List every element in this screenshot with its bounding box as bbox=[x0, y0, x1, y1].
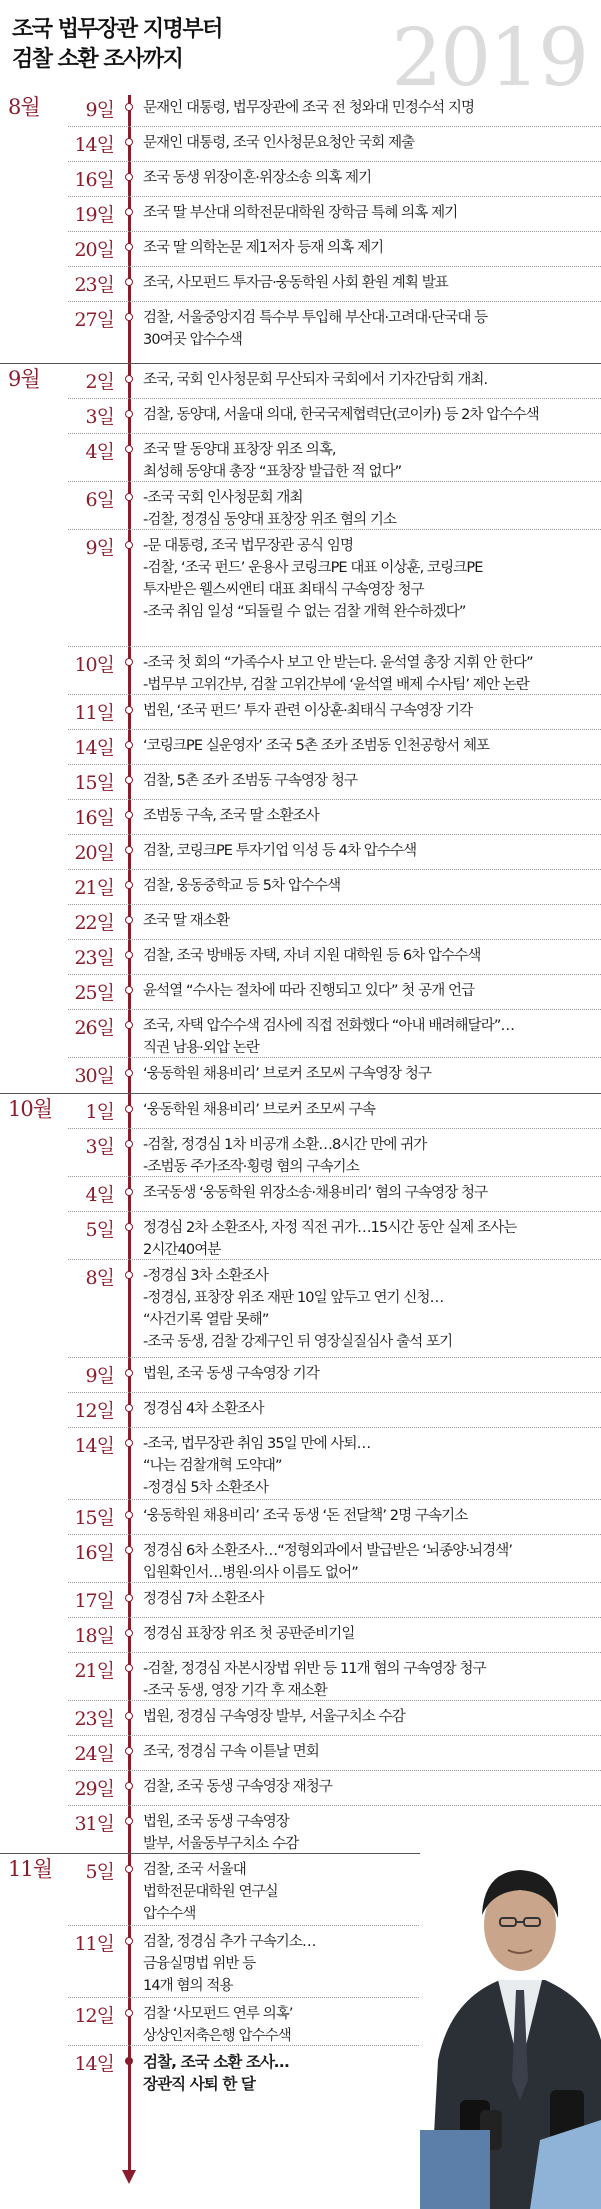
row-divider bbox=[68, 161, 601, 162]
timeline-dot-icon bbox=[125, 1140, 133, 1148]
event-text: 검찰 ‘사모펀드 연루 의혹’ 상상인저축은행 압수수색 bbox=[143, 2006, 293, 2044]
row-divider bbox=[68, 1057, 601, 1058]
row-divider bbox=[68, 196, 601, 197]
row-divider bbox=[68, 1770, 601, 1771]
row-divider bbox=[68, 301, 601, 302]
timeline-dot-icon bbox=[125, 706, 133, 714]
event-text: 조국 딸 재소환 bbox=[143, 913, 230, 929]
day-label: 11일 bbox=[74, 702, 114, 724]
event-text: 문재인 대통령, 조국 인사청문요청안 국회 제출 bbox=[143, 135, 415, 151]
timeline-dot-icon bbox=[125, 445, 133, 453]
day-label: 9일 bbox=[85, 537, 114, 559]
day-label: 9일 bbox=[85, 99, 114, 121]
event-text: 검찰, 동양대, 서울대 의대, 한국국제협력단(코이카) 등 2차 압수수색 bbox=[143, 407, 539, 423]
day-label: 12일 bbox=[74, 2005, 114, 2027]
event-text: 검찰, 조국 서울대 법학전문대학원 연구실 압수수색 bbox=[143, 1862, 278, 1922]
row-divider bbox=[68, 974, 601, 975]
row-divider bbox=[68, 646, 601, 647]
row-divider bbox=[68, 834, 601, 835]
row-divider bbox=[68, 1735, 601, 1736]
event-text: 윤석열 “수사는 절차에 따라 진행되고 있다” 첫 공개 언급 bbox=[143, 983, 475, 999]
row-divider bbox=[68, 869, 601, 870]
timeline-dot-icon bbox=[125, 1629, 133, 1637]
day-label: 6일 bbox=[85, 489, 114, 511]
timeline-dot-icon bbox=[125, 951, 133, 959]
day-label: 14일 bbox=[74, 2053, 114, 2075]
row-divider bbox=[68, 904, 601, 905]
row-divider bbox=[68, 694, 601, 695]
day-label: 12일 bbox=[74, 1400, 114, 1422]
row-divider bbox=[68, 1427, 601, 1428]
timeline-dot-icon bbox=[125, 1069, 133, 1077]
row-divider bbox=[68, 1652, 601, 1653]
day-label: 14일 bbox=[74, 737, 114, 759]
day-label: 14일 bbox=[74, 134, 114, 156]
event-text: 조국 동생 위장이혼·위장소송 의혹 제기 bbox=[143, 170, 372, 186]
timeline-dot-icon bbox=[125, 2009, 133, 2017]
row-divider bbox=[68, 126, 601, 127]
row-divider bbox=[68, 1357, 601, 1358]
timeline-dot-icon bbox=[125, 278, 133, 286]
event-text: 검찰, 코링크PE 투자기업 익성 등 4차 압수수색 bbox=[143, 843, 417, 859]
day-label: 11일 bbox=[74, 1933, 114, 1955]
timeline-dot-icon bbox=[125, 1021, 133, 1029]
day-label: 4일 bbox=[85, 1184, 114, 1206]
timeline-dot-icon bbox=[125, 541, 133, 549]
row-divider bbox=[68, 1700, 601, 1701]
event-text: 조국, 국회 인사청문회 무산되자 국회에서 기자간담회 개최. bbox=[143, 372, 488, 388]
event-text: -정경심 3차 소환조사 -정경심, 표창장 위조 재판 10일 앞두고 연기 신청… “사건기록 열람 못해” -조국 동생, 검찰 강제구인 뒤 영장실질심사 출석 포기 bbox=[143, 1268, 453, 1350]
day-label: 3일 bbox=[85, 406, 114, 428]
event-text: 정경심 7차 소환조사 bbox=[143, 1591, 264, 1607]
month-divider bbox=[0, 1093, 601, 1094]
event-text: 조범동 구속, 조국 딸 소환조사 bbox=[143, 808, 319, 824]
row-divider bbox=[68, 1128, 601, 1129]
timeline-dot-icon bbox=[125, 313, 133, 321]
timeline-dot-icon bbox=[125, 1782, 133, 1790]
event-text: 조국, 정경심 구속 이튿날 면회 bbox=[143, 1744, 319, 1760]
day-label: 31일 bbox=[74, 1813, 114, 1835]
day-label: 5일 bbox=[85, 1861, 114, 1883]
event-text: -검찰, 정경심 1차 비공개 소환…8시간 만에 귀가 -조범동 주가조작·횡령 혐의 구속기소 bbox=[143, 1137, 427, 1175]
event-text: 조국 딸 부산대 의학전문대학원 장학금 특혜 의혹 제기 bbox=[143, 205, 458, 221]
event-text: 문재인 대통령, 법무장관에 조국 전 청와대 민정수석 지명 bbox=[143, 100, 475, 116]
row-divider bbox=[68, 1805, 601, 1806]
day-label: 27일 bbox=[74, 309, 114, 331]
event-text: 정경심 2차 소환조사, 자정 직전 귀가…15시간 동안 실제 조사는 2시간40여분 bbox=[143, 1220, 517, 1258]
event-text: 정경심 표창장 위조 첫 공판준비기일 bbox=[143, 1626, 355, 1642]
timeline-dot-icon bbox=[125, 986, 133, 994]
timeline-dot-icon bbox=[125, 1223, 133, 1231]
timeline-dot-icon bbox=[125, 2057, 133, 2065]
day-label: 29일 bbox=[74, 1778, 114, 1800]
row-divider bbox=[68, 433, 601, 434]
event-text: ‘웅동학원 채용비리’ 조국 동생 ‘돈 전달책’ 2명 구속기소 bbox=[143, 1508, 468, 1524]
event-text: 정경심 4차 소환조사 bbox=[143, 1401, 264, 1417]
timeline-dot-icon bbox=[125, 881, 133, 889]
row-divider bbox=[68, 939, 601, 940]
row-divider bbox=[68, 1009, 601, 1010]
day-label: 25일 bbox=[74, 982, 114, 1004]
event-text: -문 대통령, 조국 법무장관 공식 임명 -검찰, ‘조국 펀드’ 운용사 코링크PE 대표 이상훈, 코링크PE 투자받은 웰스씨앤티 대표 최태식 구속영장 청구 -조국 취임 일성 “되돌릴 수 없는 검찰 개혁 완수하겠다” bbox=[143, 538, 483, 620]
event-text: 검찰, 웅동중학교 등 5차 압수수색 bbox=[143, 878, 341, 894]
event-text: 검찰, 서울중앙지검 특수부 투입해 부산대·고려대·단국대 등 30여곳 압수수색 bbox=[143, 310, 488, 348]
event-text: 법원, 조국 동생 구속영장 발부, 서울동부구치소 수감 bbox=[143, 1814, 299, 1852]
day-label: 23일 bbox=[74, 274, 114, 296]
event-text: 법원, ‘조국 펀드’ 투자 관련 이상훈·최태식 구속영장 기각 bbox=[143, 703, 473, 719]
timeline-dot-icon bbox=[125, 208, 133, 216]
row-divider bbox=[68, 398, 601, 399]
day-label: 16일 bbox=[74, 169, 114, 191]
event-text: ‘웅동학원 채용비리’ 브로커 조모씨 구속영장 청구 bbox=[143, 1066, 432, 1082]
event-text: 법원, 조국 동생 구속영장 기각 bbox=[143, 1366, 319, 1382]
event-text: 검찰, 정경심 추가 구속기소… 금융실명법 위반 등 14개 혐의 적용 bbox=[143, 1934, 316, 1994]
day-label: 16일 bbox=[74, 1542, 114, 1564]
day-label: 23일 bbox=[74, 1708, 114, 1730]
row-divider bbox=[68, 481, 601, 482]
row-divider bbox=[68, 529, 601, 530]
day-label: 21일 bbox=[74, 1660, 114, 1682]
day-label: 15일 bbox=[74, 1507, 114, 1529]
event-text: -조국 국회 인사청문회 개최 -검찰, 정경심 동양대 표창장 위조 혐의 기소 bbox=[143, 490, 397, 528]
timeline-dot-icon bbox=[125, 1937, 133, 1945]
day-label: 20일 bbox=[74, 842, 114, 864]
month-label: 10월 bbox=[8, 1097, 53, 1121]
event-text: 법원, 정경심 구속영장 발부, 서울구치소 수감 bbox=[143, 1709, 405, 1725]
day-label: 19일 bbox=[74, 204, 114, 226]
timeline-dot-icon bbox=[125, 811, 133, 819]
day-label: 21일 bbox=[74, 877, 114, 899]
event-text: 조국동생 ‘웅동학원 위장소송·채용비리’ 혐의 구속영장 청구 bbox=[143, 1185, 488, 1201]
day-label: 15일 bbox=[74, 772, 114, 794]
row-divider bbox=[68, 1499, 601, 1500]
timeline-dot-icon bbox=[125, 410, 133, 418]
photo-man-in-suit bbox=[420, 1810, 601, 2209]
year-watermark: 2019 bbox=[391, 11, 587, 104]
row-divider bbox=[68, 799, 601, 800]
timeline-dot-icon bbox=[125, 173, 133, 181]
day-label: 22일 bbox=[74, 912, 114, 934]
timeline-dot-icon bbox=[125, 1271, 133, 1279]
timeline-dot-icon bbox=[125, 243, 133, 251]
day-label: 20일 bbox=[74, 239, 114, 261]
event-text: -검찰, 정경심 자본시장법 위반 등 11개 혐의 구속영장 청구 -조국 동생, 영장 기각 후 재소환 bbox=[143, 1661, 486, 1699]
timeline-dot-icon bbox=[125, 1747, 133, 1755]
day-label: 9일 bbox=[85, 1365, 114, 1387]
day-label: 18일 bbox=[74, 1625, 114, 1647]
row-divider bbox=[68, 1259, 601, 1260]
month-divider bbox=[0, 363, 601, 364]
timeline-dot-icon bbox=[125, 375, 133, 383]
day-label: 5일 bbox=[85, 1219, 114, 1241]
row-divider bbox=[68, 1392, 601, 1393]
timeline-dot-icon bbox=[125, 1369, 133, 1377]
row-divider bbox=[68, 1534, 601, 1535]
timeline-dot-icon bbox=[125, 1188, 133, 1196]
event-text: 정경심 6차 소환조사…“정형외과에서 발급받은 ‘뇌종양·뇌경색’ 입원확인서…병원·의사 이름도 없어” bbox=[143, 1543, 513, 1581]
timeline-dot-icon bbox=[125, 1712, 133, 1720]
event-text: -조국, 법무장관 취임 35일 만에 사퇴… “나는 검찰개혁 도약대” -정경심 5차 소환조사 bbox=[143, 1436, 371, 1496]
day-label: 10일 bbox=[74, 654, 114, 676]
page-title-line-1: 조국 법무장관 지명부터 bbox=[12, 17, 222, 42]
timeline-dot-icon bbox=[125, 1594, 133, 1602]
event-text: 조국 딸 동양대 표창장 위조 의혹, 최성해 동양대 총장 “표창장 발급한 적 없다” bbox=[143, 442, 402, 480]
timeline-dot-icon bbox=[125, 1511, 133, 1519]
month-label: 8월 bbox=[8, 95, 40, 119]
month-label: 11월 bbox=[8, 1857, 53, 1881]
day-label: 26일 bbox=[74, 1017, 114, 1039]
timeline-dot-icon bbox=[125, 493, 133, 501]
day-label: 8일 bbox=[85, 1267, 114, 1289]
row-divider bbox=[68, 764, 601, 765]
day-label: 14일 bbox=[74, 1435, 114, 1457]
event-text: 조국 딸 의학논문 제1저자 등재 의혹 제기 bbox=[143, 240, 384, 256]
day-label: 24일 bbox=[74, 1743, 114, 1765]
row-divider bbox=[68, 1211, 601, 1212]
event-text: 검찰, 조국 방배동 자택, 자녀 지원 대학원 등 6차 압수수색 bbox=[143, 948, 481, 964]
event-text: 조국, 자택 압수수색 검사에 직접 전화했다 “아내 배려해달라”… 직권 남용·외압 논란 bbox=[143, 1018, 515, 1056]
day-label: 1일 bbox=[85, 1101, 114, 1123]
timeline-dot-icon bbox=[125, 846, 133, 854]
row-divider bbox=[68, 231, 601, 232]
day-label: 2일 bbox=[85, 371, 114, 393]
timeline-dot-icon bbox=[125, 916, 133, 924]
day-label: 23일 bbox=[74, 947, 114, 969]
timeline-dot-icon bbox=[125, 1817, 133, 1825]
timeline-dot-icon bbox=[125, 103, 133, 111]
day-label: 4일 bbox=[85, 441, 114, 463]
timeline-dot-icon bbox=[125, 1865, 133, 1873]
day-label: 3일 bbox=[85, 1136, 114, 1158]
event-text: 검찰, 조국 동생 구속영장 재청구 bbox=[143, 1779, 332, 1795]
event-text: ‘웅동학원 채용비리’ 브로커 조모씨 구속 bbox=[143, 1102, 375, 1118]
event-text: 검찰, 5촌 조카 조범동 구속영장 청구 bbox=[143, 773, 358, 789]
event-text: ‘코링크PE 실운영자’ 조국 5촌 조카 조범동 인천공항서 체포 bbox=[143, 738, 490, 754]
timeline-dot-icon bbox=[125, 1546, 133, 1554]
event-text: 조국, 사모펀드 투자금·웅동학원 사회 환원 계획 발표 bbox=[143, 275, 448, 291]
page-title-line-2: 검찰 소환 조사까지 bbox=[12, 47, 183, 72]
row-divider bbox=[68, 1176, 601, 1177]
timeline-dot-icon bbox=[125, 658, 133, 666]
timeline-dot-icon bbox=[125, 776, 133, 784]
day-label: 17일 bbox=[74, 1590, 114, 1612]
event-text: -조국 첫 회의 “가족수사 보고 안 받는다. 윤석열 총장 지휘 안 한다” -법무부 고위간부, 검찰 고위간부에 ‘윤석열 배제 수사팀’ 제안 논란 bbox=[143, 655, 533, 693]
timeline-dot-icon bbox=[125, 1105, 133, 1113]
row-divider bbox=[68, 266, 601, 267]
timeline-dot-icon bbox=[125, 741, 133, 749]
day-label: 16일 bbox=[74, 807, 114, 829]
day-label: 30일 bbox=[74, 1065, 114, 1087]
timeline-dot-icon bbox=[125, 1404, 133, 1412]
month-label: 9월 bbox=[8, 367, 40, 391]
timeline-dot-icon bbox=[125, 138, 133, 146]
timeline-dot-icon bbox=[125, 1439, 133, 1447]
row-divider bbox=[68, 1617, 601, 1618]
final-event-text: 검찰, 조국 소환 조사… 장관직 사퇴 한 달 bbox=[143, 2053, 289, 2093]
row-divider bbox=[68, 1582, 601, 1583]
row-divider bbox=[68, 729, 601, 730]
timeline-dot-icon bbox=[125, 1664, 133, 1672]
